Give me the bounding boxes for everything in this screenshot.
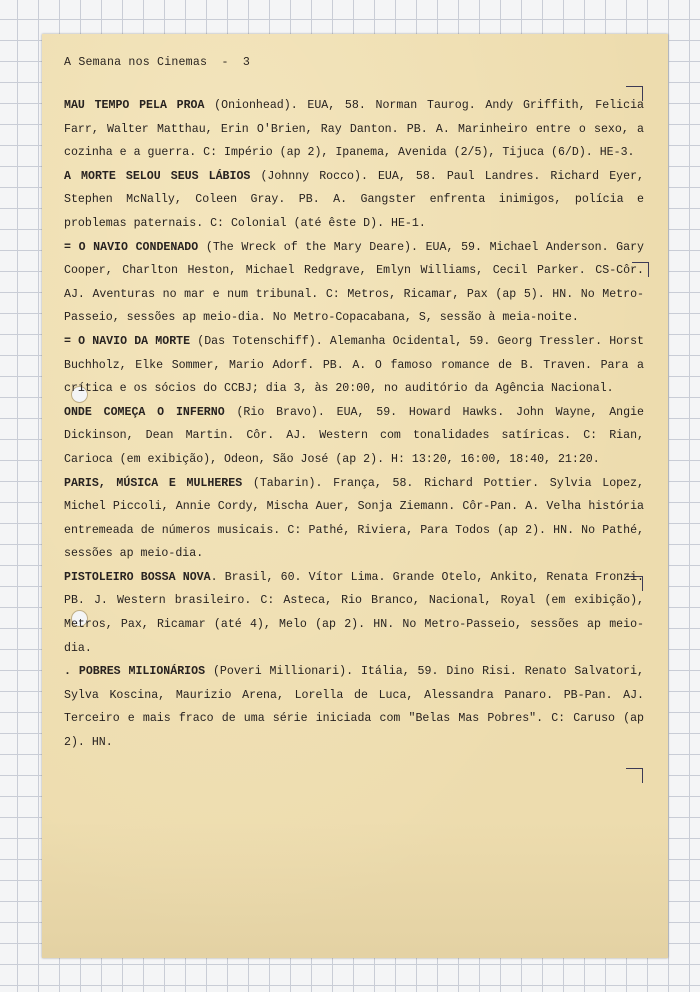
film-entry [64, 566, 644, 660]
film-details: (Tabarin). França, 58. Richard Pottier. Sylvia Lopez, Michel Piccoli, Annie Cordy, Mischa Auer, Sonja Ziemann. Côr-Pan. A. Velha história entremeada de números musicais. C: Pathé, Riviera, Para Todos (ap 2). HN. No Pathé, sessões ap meio-dia. [64, 476, 644, 561]
margin-check-mark [626, 768, 643, 783]
film-details: (Das Totenschiff). Alemanha Ocidental, 59. Georg Tressler. Horst Buchholz, Elke Sommer, Mario Adorf. PB. A. O famoso romance de B. Traven. Para a crítica e os sócios do CCBJ; dia 3, às 20:00, no auditório da Agência Nacional. [64, 334, 644, 396]
film-title: MAU TEMPO PELA PROA [64, 99, 205, 112]
film-title: PISTOLEIRO BOSSA NOVA [64, 570, 211, 584]
film-entry [64, 660, 644, 754]
film-entry [64, 401, 644, 472]
film-title: . POBRES MILIONÁRIOS [64, 665, 206, 679]
film-details: (Rio Bravo). EUA, 59. Howard Hawks. John Wayne, Angie Dickinson, Dean Martin. Côr. AJ. Western com tonalidades satíricas. C: Rian, Carioca (em exibição), Odeon, São José (ap 2). H: 13:20, 16:00, 18:40, 21:20. [64, 405, 644, 466]
film-entry [64, 94, 644, 165]
film-entry [64, 165, 644, 236]
film-details: (Johnny Rocco). EUA, 58. Paul Landres. Richard Eyer, Stephen McNally, Coleen Gray. PB. A. Gangster enfrenta inimigos, polícia e problemas paternais. C: Colonial (até êste D). HE-1. [64, 169, 644, 230]
film-title: = O NAVIO CONDENADO [64, 240, 199, 254]
film-entry [64, 330, 644, 401]
film-title: PARIS, MÚSICA E MULHERES [64, 476, 243, 490]
film-details: (The Wreck of the Mary Deare). EUA, 59. Michael Anderson. Gary Cooper, Charlton Heston, Michael Redgrave, Emlyn Williams, Cecil Parker. CS-Côr. AJ. Aventuras no mar e num tribunal. C: Metros, Ricamar, Pax (ap 5). HN. No Metro-Passeio, sessões ap meio-dia. No Metro-Copacabana, S, sessão à meia-noite. [64, 240, 644, 325]
page-header: A Semana nos Cinemas - 3 [64, 56, 251, 69]
film-entry [64, 472, 644, 566]
film-title: = O NAVIO DA MORTE [64, 334, 191, 348]
film-title: ONDE COMEÇA O INFERNO [64, 405, 225, 419]
film-details: (Onionhead). EUA, 58. Norman Taurog. Andy Griffith, Felicia Farr, Walter Matthau, Erin O'Brien, Ray Danton. PB. A. Marinheiro entre o sexo, a cozinha e a guerra. C: Império (ap 2), Ipanema, Avenida (2/5), Tijuca (6/D). HE-3. [64, 99, 644, 160]
film-details: (Poveri Millionari). Itália, 59. Dino Risi. Renato Salvatori, Sylva Koscina, Maurizio Arena, Lorella de Luca, Alessandra Panaro. PB-Pan. AJ. Terceiro e mais fraco de uma série iniciada com "Belas Mas Pobres". C: Caruso (ap 2). HN. [64, 665, 644, 750]
film-details: . Brasil, 60. Vítor Lima. Grande Otelo, Ankito, Renata Fronzi. PB. J. Western brasileiro. C: Asteca, Rio Branco, Nacional, Royal (em exibição), Metros, Pax, Ricamar (até 4), Melo (ap 2). HN. No Metro-Passeio, sessões ap meio-dia. [64, 570, 645, 655]
film-listing [64, 94, 644, 755]
film-entry [64, 236, 644, 330]
film-title: A MORTE SELOU SEUS LÁBIOS [64, 169, 251, 183]
